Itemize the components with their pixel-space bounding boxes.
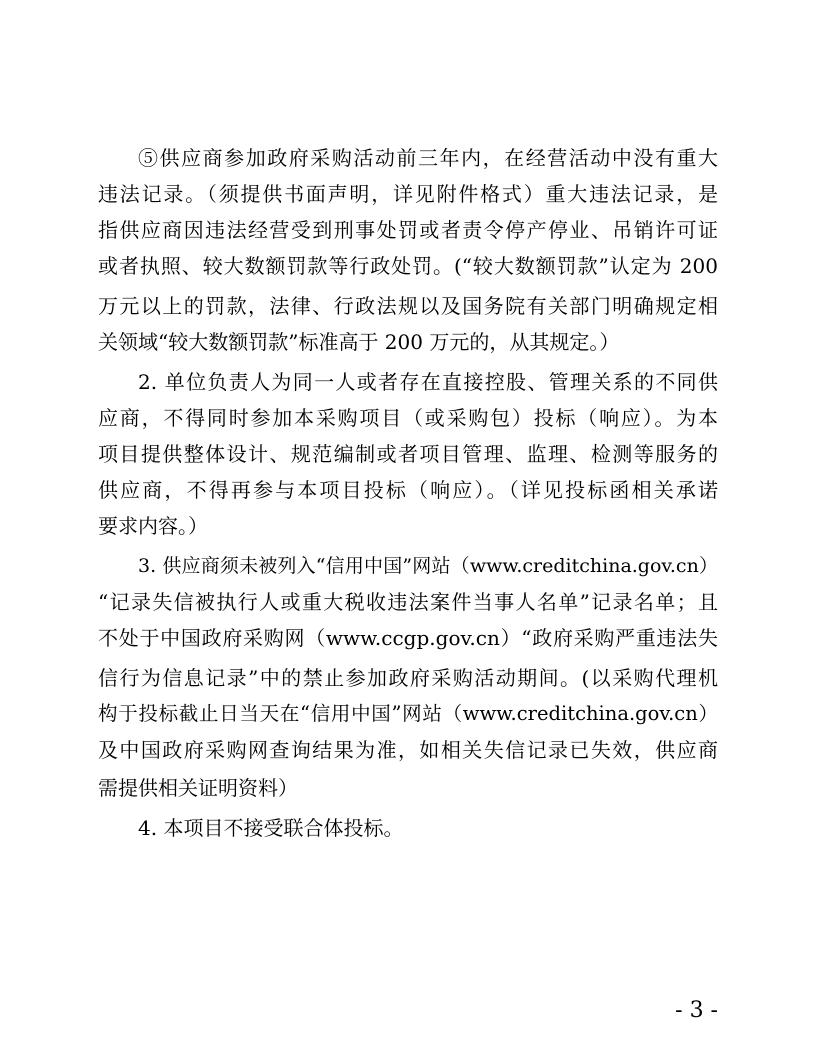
paragraph-item-5-line-3: 指供应商因违法经营受到刑事处罚或者责令停产停业、吊销许可证	[98, 218, 718, 242]
paragraph-item-2-line-4: 供应商，不得再参与本项目投标（响应）。（详见投标函相关承诺	[98, 478, 718, 502]
paragraph-item-3-line-5: 构于投标截止日当天在“信用中国”网站（www.creditchina.gov.cn）	[98, 702, 718, 725]
paragraph-item-3-line-2: “记录失信被执行人或重大税收违法案件当事人名单”记录名单；且	[98, 590, 718, 614]
paragraph-item-5-line-4: 或者执照、较大数额罚款等行政处罚。(“较大数额罚款”认定为 200	[98, 254, 718, 278]
paragraph-item-3-line-4: 信行为信息记录”中的禁止参加政府采购活动期间。(以采购代理机	[98, 666, 718, 690]
paragraph-item-4-line-1: 4. 本项目不接受联合体投标。	[138, 816, 404, 840]
paragraph-item-5-line-1: ⑤供应商参加政府采购活动前三年内，在经营活动中没有重大	[138, 146, 718, 170]
page-number: - 3 -	[675, 998, 718, 1023]
paragraph-item-5-line-2: 违法记录。（须提供书面声明，详见附件格式）重大违法记录，是	[98, 182, 718, 206]
paragraph-item-3-line-7: 需提供相关证明资料）	[98, 776, 298, 800]
paragraph-item-2-line-5: 要求内容。）	[98, 514, 208, 538]
paragraph-item-5-line-5: 万元以上的罚款，法律、行政法规以及国务院有关部门明确规定相	[98, 294, 718, 318]
paragraph-item-3-line-1: 3. 供应商须未被列入“信用中国”网站（www.creditchina.gov.cn）	[138, 555, 718, 577]
paragraph-item-2-line-2: 应商，不得同时参加本采购项目（或采购包）投标（响应）。为本	[98, 406, 718, 430]
paragraph-item-5-line-6: 关领域“较大数额罚款”标准高于 200 万元的，从其规定。）	[98, 330, 620, 354]
paragraph-item-2-line-1: 2. 单位负责人为同一人或者存在直接控股、管理关系的不同供	[138, 370, 718, 394]
paragraph-item-2-line-3: 项目提供整体设计、规范编制或者项目管理、监理、检测等服务的	[98, 442, 718, 466]
paragraph-item-3-line-3: 不处于中国政府采购网（www.ccgp.gov.cn）“政府采购严重违法失	[98, 626, 718, 650]
paragraph-item-3-line-6: 及中国政府采购网查询结果为准，如相关失信记录已失效，供应商	[98, 738, 718, 762]
